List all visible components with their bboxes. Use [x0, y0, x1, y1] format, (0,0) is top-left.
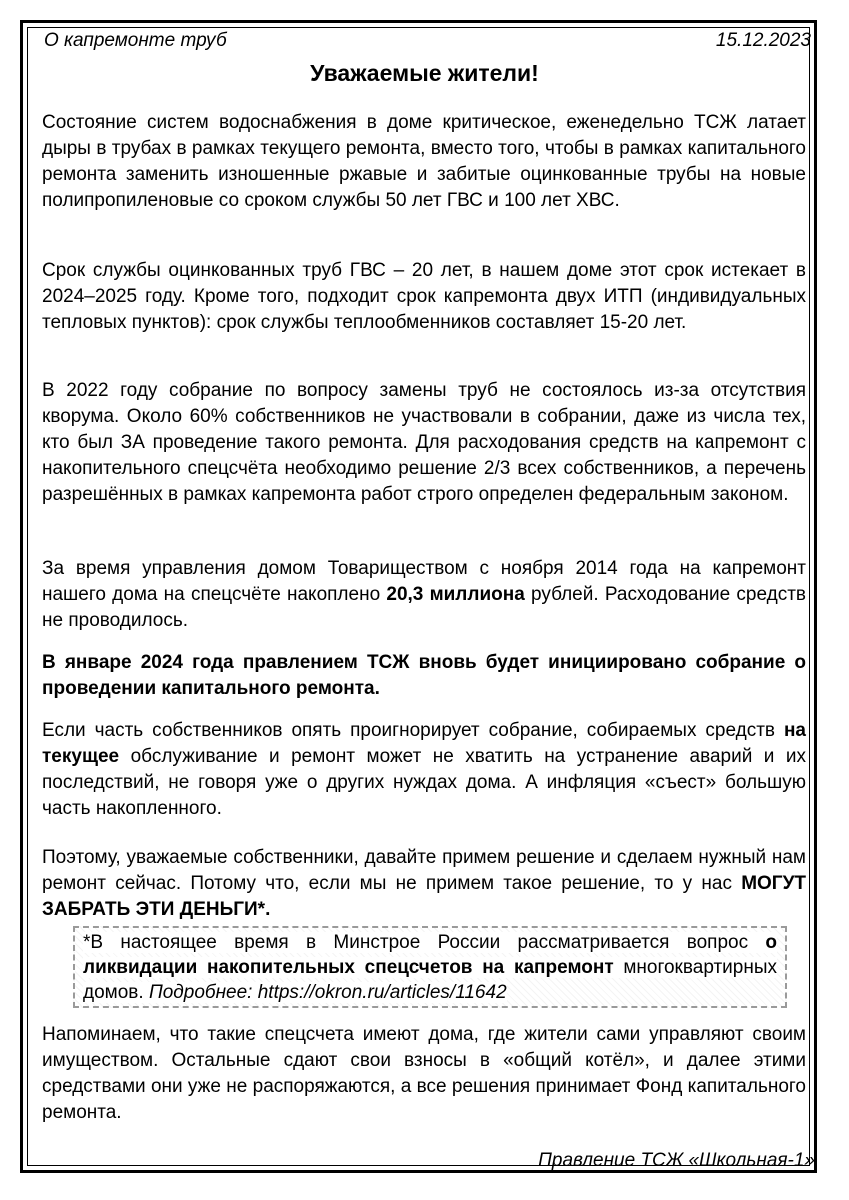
- header-date: 15.12.2023: [715, 30, 811, 51]
- footnote-link[interactable]: Подробнее: https://okron.ru/articles/11642: [148, 982, 507, 1003]
- footnote-box: [73, 926, 787, 1008]
- funds-amount: 20,3 миллиона: [386, 584, 525, 605]
- paragraph-water-systems: Состояние систем водоснабжения в доме критическое, еженедельно ТСЖ латает дыры в трубах в рамках текущего ремонта, вместо того, чтобы в рамках капитального ремонта заменить изношенные ржавые и забитые оцинкованные трубы на новые полипропиленовые со сроком службы 50 лет ГВС и 100 лет ХВС.: [42, 112, 806, 211]
- footnote-text-a: *В настоящее время в Минстрое России рассматривается вопрос: [83, 932, 766, 953]
- paragraph-accumulated-funds: [42, 556, 806, 634]
- consequences-text-a: Если часть собственников опять проигнорирует собрание, собираемых средств: [42, 720, 784, 741]
- signature: Правление ТСЖ «Школьная-1»: [538, 1150, 815, 1171]
- paragraph-2022-meeting: В 2022 году собрание по вопросу замены труб не состоялось из-за отсутствия кворума. Около 60% собственников не участвовали в собрании, даже из числа тех, кто был ЗА проведение такого ремонта. Для расходования средств на капремонт с накопительного спецсчёта необходимо решение 2/3 всех собственников, а перечень разрешённых в рамках капремонта работ строго определен федеральным законом.: [42, 380, 806, 505]
- paragraph-call-to-action: [42, 845, 806, 923]
- call-to-action-text: Поэтому, уважаемые собственники, давайте примем решение и сделаем нужный нам ремонт сейчас. Потому что, если мы не примем такое решение, то у нас: [42, 847, 806, 894]
- call-to-action-bold: МОГУТ ЗАБРАТЬ ЭТИ ДЕНЬГИ*.: [42, 873, 806, 920]
- funds-text-a: За время управления домом Товариществом с ноября 2014 года на капремонт нашего дома на спецсчёте накоплено: [42, 558, 806, 605]
- paragraph-january-meeting: [42, 650, 806, 702]
- consequences-bold: на текущее: [42, 720, 806, 767]
- footnote-bold: о ликвидации накопительных спецсчетов на капремонт: [83, 932, 777, 978]
- funds-text-b: рублей. Расходование средств не проводилось.: [42, 584, 806, 631]
- paragraph-reminder: Напоминаем, что такие спецсчета имеют дома, где жители сами управляют своим имуществом. Остальные сдают свои взносы в «общий котёл», и далее этими средствами они уже не распоряжаются, а все решения принимает Фонд капитального ремонта.: [42, 1024, 806, 1123]
- january-meeting-bold: В январе 2024 года правлением ТСЖ вновь будет инициировано собрание о проведении капитального ремонта.: [42, 652, 806, 699]
- paragraph-pipe-lifetime: Срок службы оцинкованных труб ГВС – 20 лет, в нашем доме этот срок истекает в 2024–2025 году. Кроме того, подходит срок капремонта двух ИТП (индивидуальных тепловых пунктов): срок службы теплообменников составляет 15-20 лет.: [42, 260, 806, 333]
- consequences-text-b: обслуживание и ремонт может не хватить на устранение аварий и их последствий, не говоря уже о других нуждах дома. А инфляция «съест» большую часть накопленного.: [42, 746, 806, 819]
- footnote-text-b: многоквартирных домов.: [83, 957, 778, 1003]
- paragraph-consequences: [42, 718, 806, 822]
- header-topic: О капремонте труб: [44, 30, 227, 51]
- page-title: Уважаемые жители!: [310, 60, 539, 86]
